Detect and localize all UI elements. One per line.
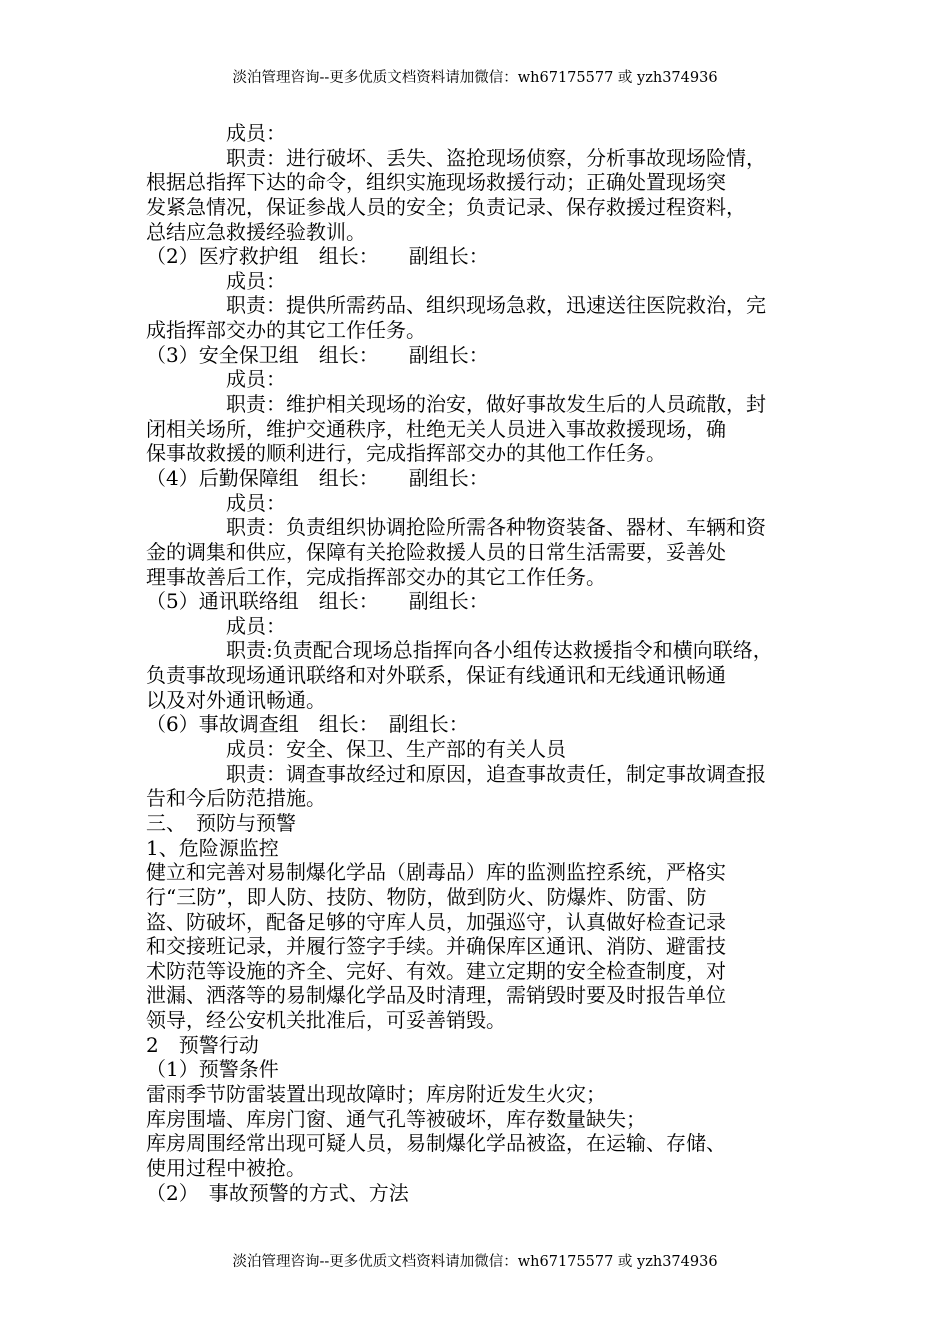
text-line: 库房围墙、库房门窗、通气孔等被破坏，库存数量缺失；: [146, 1106, 646, 1131]
page-header: 淡泊管理咨询--更多优质文档资料请加微信：wh67175577 或 yzh374936: [232, 70, 718, 86]
section-heading: （6）事故调查组 组长： 副组长：: [146, 712, 469, 737]
text-line: 告和今后防范措施。: [146, 786, 326, 811]
text-line: 负责事故现场通讯联络和对外联系，保证有线通讯和无线通讯畅通: [146, 663, 726, 688]
page-footer: 淡泊管理咨询--更多优质文档资料请加微信：wh67175577 或 yzh374936: [232, 1254, 718, 1270]
text-line: 职责：进行破坏、丢失、盗抢现场侦察，分析事故现场险情，: [146, 145, 766, 170]
text-line: 使用过程中被抢。: [146, 1155, 306, 1180]
text-line: 领导，经公安机关批准后，可妥善销毁。: [146, 1008, 506, 1033]
text-line: 行“三防”，即人防、技防、物防，做到防火、防爆炸、防雷、防: [146, 884, 707, 909]
section-heading: （3）安全保卫组 组长： 副组长：: [146, 342, 489, 367]
section-heading: 三、 预防与预警: [146, 810, 296, 835]
text-line: 职责:负责配合现场总指挥向各小组传达救援指令和横向联络，: [146, 638, 773, 663]
document-body: [146, 121, 816, 1205]
section-heading: （5）通讯联络组 组长： 副组长：: [146, 589, 489, 614]
text-line: 健立和完善对易制爆化学品（剧毒品）库的监测监控系统，严格实: [146, 860, 726, 885]
text-line: 总结应急救援经验教训。: [146, 219, 366, 244]
text-line: 术防范等设施的齐全、完好、有效。建立定期的安全检查制度，对: [146, 958, 726, 983]
section-heading: （1）预警条件: [146, 1057, 279, 1082]
text-line: 金的调集和供应，保障有关抢险救援人员的日常生活需要，妥善处: [146, 539, 726, 564]
text-line: 泄漏、洒落等的易制爆化学品及时清理，需销毁时要及时报告单位: [146, 983, 726, 1008]
text-line: 根据总指挥下达的命令，组织实施现场救援行动；正确处置现场突: [146, 170, 726, 195]
text-line: 库房周围经常出现可疑人员，易制爆化学品被盗，在运输、存储、: [146, 1131, 726, 1156]
text-line: 理事故善后工作，完成指挥部交办的其它工作任务。: [146, 564, 606, 589]
section-heading: 1、危险源监控: [146, 835, 279, 860]
section-heading: （4）后勤保障组 组长： 副组长：: [146, 465, 489, 490]
text-line: 发紧急情况，保证参战人员的安全；负责记录、保存救援过程资料，: [146, 194, 746, 219]
text-line: 保事故救援的顺利进行，完成指挥部交办的其他工作任务。: [146, 441, 666, 466]
text-line: 成员：: [146, 367, 286, 392]
text-line: 成员：: [146, 121, 286, 145]
text-line: 成员：安全、保卫、生产部的有关人员: [146, 737, 566, 762]
section-heading: 2 预警行动: [146, 1032, 259, 1057]
text-line: 盗、防破坏，配备足够的守库人员，加强巡守，认真做好检查记录: [146, 909, 726, 934]
text-line: 职责：提供所需药品、组织现场急救，迅速送往医院救治，完: [146, 293, 766, 318]
text-line: 以及对外通讯畅通。: [146, 687, 326, 712]
text-line: 职责：维护相关现场的治安，做好事故发生后的人员疏散，封: [146, 392, 766, 417]
text-line: 成员：: [146, 268, 286, 293]
text-line: 雷雨季节防雷装置出现故障时；库房附近发生火灾；: [146, 1081, 606, 1106]
text-line: 职责：负责组织协调抢险所需各种物资装备、器材、车辆和资: [146, 515, 766, 540]
text-line: 职责：调查事故经过和原因，追查事故责任，制定事故调查报: [146, 761, 766, 786]
text-line: 闭相关场所，维护交通秩序，杜绝无关人员进入事故救援现场，确: [146, 416, 726, 441]
text-line: 成员：: [146, 613, 286, 638]
text-line: 成指挥部交办的其它工作任务。: [146, 318, 426, 343]
section-heading: （2）医疗救护组 组长： 副组长：: [146, 244, 489, 269]
section-heading: （2） 事故预警的方式、方法: [146, 1180, 409, 1205]
text-line: 和交接班记录，并履行签字手续。并确保库区通讯、消防、避雷技: [146, 934, 726, 959]
text-line: 成员：: [146, 490, 286, 515]
